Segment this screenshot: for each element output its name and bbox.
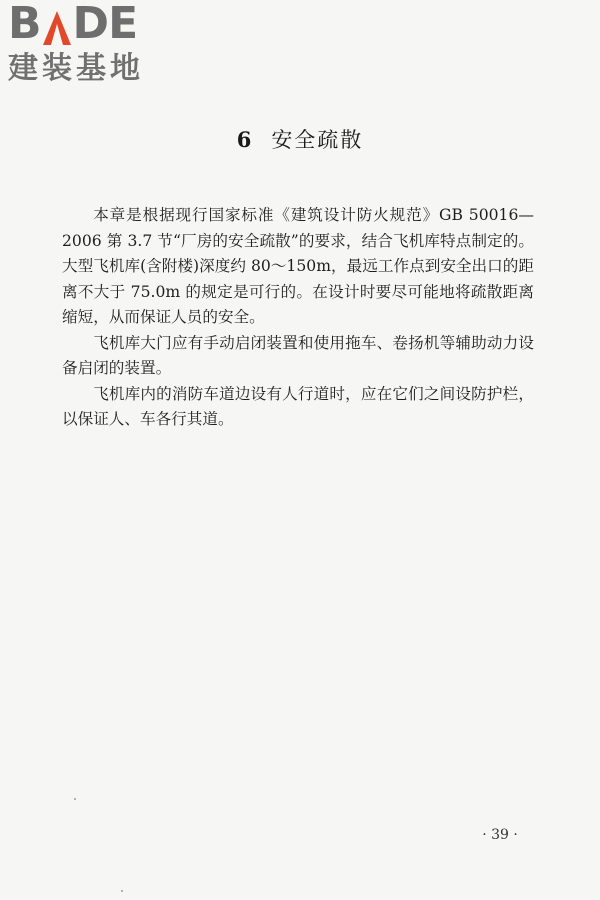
scan-speck <box>121 890 123 892</box>
scan-speck <box>74 798 76 800</box>
logo-a-triangle-icon <box>42 10 72 46</box>
chapter-body <box>62 203 534 433</box>
chapter-heading <box>0 124 600 154</box>
bade-logo <box>8 2 178 97</box>
logo-chinese-wordmark: 建装基地 <box>8 51 144 86</box>
page-number: · 39 · <box>482 827 518 843</box>
paragraph-evacuation-distance: 本章是根据现行国家标准《建筑设计防火规范》GB 50016—2006 第 3.7 节“厂房的安全疏散”的要求，结合飞机库特点制定的。大型飞机库(含附楼)深度约 80～150m，最远工作点到安全出口的距离不大于 75.0m 的规定是可行的。在设计时要尽可能地将疏散距离缩短，从而保证人员的安全。 <box>62 206 534 326</box>
logo-latin-wordmark: B DE <box>8 0 138 49</box>
chapter-number: 6 <box>236 127 254 152</box>
paragraph-hangar-door: 飞机库大门应有手动启闭装置和使用拖车、卷扬机等辅助动力设备启闭的装置。 <box>62 333 534 377</box>
chapter-title-text: 安全疏散 <box>271 128 364 152</box>
paragraph-fire-lane-railing: 飞机库内的消防车道边设有人行道时，应在它们之间设防护栏，以保证人、车各行其道。 <box>62 384 534 428</box>
